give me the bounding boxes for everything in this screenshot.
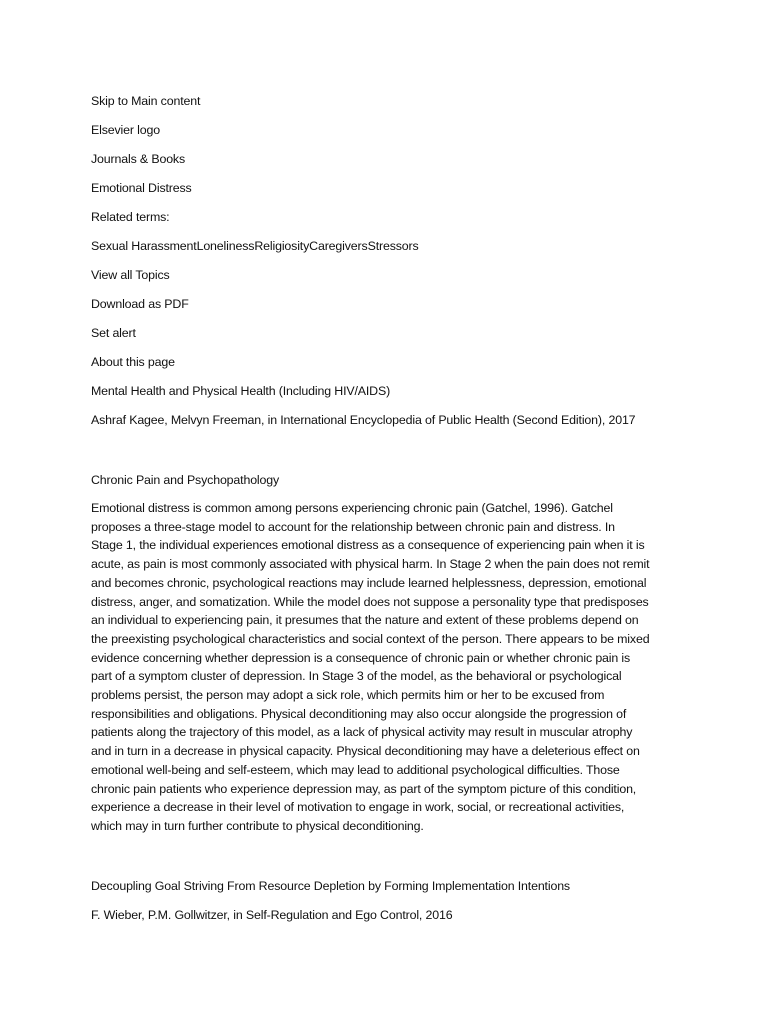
paragraph-line: responsibilities and obligations. Physical deconditioning may also occur alongside the progression of: [91, 706, 627, 721]
spacer: [91, 867, 691, 877]
chapter-byline: Ashraf Kagee, Melvyn Freeman, in International Encyclopedia of Public Health (Second Edition), 2017: [91, 413, 636, 427]
chapter-title-row: [91, 382, 691, 411]
paragraph-line: and in turn in a decrease in physical capacity. Physical deconditioning may have a deleterious effect on: [91, 744, 640, 759]
set-alert-link[interactable]: Set alert: [91, 326, 136, 340]
related-term-link-sexual-harassment[interactable]: Sexual Harassment: [91, 239, 197, 253]
paragraph-line: part of a symptom cluster of depression. In Stage 3 of the model, as the behavioral or psychological: [91, 669, 622, 684]
paragraph-line: and becomes chronic, psychological reactions may include learned helplessness, depression, emotional: [91, 575, 647, 590]
paragraph-line: proposes a three-stage model to account for the relationship between chronic pain and distress. In: [91, 519, 615, 534]
related-term-link-loneliness[interactable]: Loneliness: [196, 239, 255, 253]
paragraph-line: problems persist, the person may adopt a sick role, which permits him or her to be excused from: [91, 688, 605, 703]
skip-to-content-link-row: [91, 92, 691, 121]
paragraph-line: the preexisting psychological characteristics and social context of the person. There appears to be mixed: [91, 631, 650, 646]
paragraph-line: emotional well-being and self-esteem, which may lead to additional psychological difficulties. Those: [91, 762, 620, 777]
document-content: [91, 92, 691, 935]
paragraph-line: Emotional distress is common among persons experiencing chronic pain (Gatchel, 1996). Gatchel: [91, 501, 613, 515]
paragraph-line: evidence concerning whether depression is a consequence of chronic pain or whether chronic pain is: [91, 650, 631, 665]
chapter-title-link[interactable]: Mental Health and Physical Health (Including HIV/AIDS): [91, 384, 391, 398]
paragraph: [91, 499, 691, 836]
related-term-link-stressors[interactable]: Stressors: [367, 239, 419, 253]
spacer: [91, 440, 691, 471]
journals-books-link[interactable]: Journals & Books: [91, 152, 186, 166]
chapter-2-byline: F. Wieber, P.M. Gollwitzer, in Self-Regulation and Ego Control, 2016: [91, 907, 453, 922]
journals-books-row: [91, 150, 691, 179]
spacer: [91, 836, 691, 867]
chapter-2-title-link[interactable]: Decoupling Goal Striving From Resource Depletion by Forming Implementation Intentions: [91, 878, 570, 893]
skip-to-main-content-link[interactable]: Skip to Main content: [91, 94, 201, 108]
paragraph-line: which may in turn further contribute to physical deconditioning.: [91, 818, 424, 833]
set-alert-row: [91, 324, 691, 353]
paragraph-line: an individual to experiencing pain, it presumes that the nature and extent of these problems depend on: [91, 613, 639, 628]
related-terms-label: Related terms:: [91, 210, 170, 224]
paragraph-line: patients along the trajectory of this model, as a lack of physical activity may result in muscular atrophy: [91, 725, 633, 740]
paragraph-line: experience a decrease in their level of motivation to engage in work, social, or recreational activities,: [91, 800, 625, 815]
elsevier-logo-link[interactable]: Elsevier logo: [91, 123, 160, 137]
page-title: Emotional Distress: [91, 181, 192, 195]
download-as-pdf-link[interactable]: Download as PDF: [91, 297, 189, 311]
paragraph-line: Stage 1, the individual experiences emotional distress as a consequence of experiencing pain when it is: [91, 538, 645, 553]
paragraph-line: chronic pain patients who experience depression may, as part of the symptom picture of this condition,: [91, 781, 637, 796]
view-all-topics-link[interactable]: View all Topics: [91, 268, 170, 282]
section-heading: Chronic Pain and Psychopathology: [91, 473, 280, 487]
paragraph-line: distress, anger, and somatization. While the model does not suppose a personality type that predisposes: [91, 594, 649, 609]
chapter-2-title-row: [91, 877, 691, 906]
related-term-link-caregivers[interactable]: Caregivers: [309, 239, 368, 253]
about-this-page-row: [91, 353, 691, 382]
related-term-link-religiosity[interactable]: Religiosity: [254, 239, 310, 253]
about-this-page-link[interactable]: About this page: [91, 355, 175, 369]
view-all-topics-row: [91, 266, 691, 295]
related-terms-list: [91, 237, 691, 266]
paragraph-line: acute, as pain is most commonly associated with physical harm. In Stage 2 when the pain does not remit: [91, 557, 650, 572]
elsevier-logo-row: [91, 121, 691, 150]
download-pdf-row: [91, 295, 691, 324]
